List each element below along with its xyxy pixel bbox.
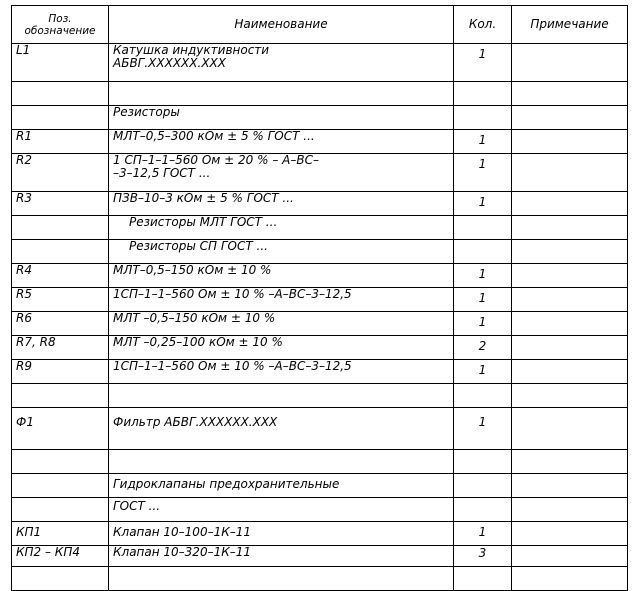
cell-note [512,336,628,360]
cell-qty: 1 [454,288,512,312]
table-row [12,192,628,216]
cell-pos: R3 [12,192,109,216]
cell-note [512,106,628,130]
cell-qty: 1 [454,130,512,154]
cell-qty: 1 [454,44,512,82]
cell-note [512,130,628,154]
cell-qty: 3 [454,546,512,567]
cell-name-line1: 1 СП–1–1–560 Ом ± 20 % – А–ВС– [113,153,319,167]
cell-note [512,450,628,474]
cell-pos: R1 [12,130,109,154]
table-row [12,336,628,360]
cell-pos [12,567,109,591]
cell-qty [454,240,512,264]
cell-name-line2: –3–12,5 ГОСТ ... [113,166,211,180]
cell-qty: 1 [454,408,512,450]
cell-pos: R7, R8 [12,336,109,360]
cell-name [109,44,454,82]
cell-qty [454,474,512,498]
cell-pos [12,82,109,106]
cell-pos [12,450,109,474]
header-row [12,6,628,44]
table-row [12,567,628,591]
cell-note [512,408,628,450]
table-row [12,288,628,312]
cell-qty: 1 [454,360,512,384]
table-row [12,264,628,288]
table-row [12,154,628,192]
cell-pos: R9 [12,360,109,384]
cell-name: МЛТ–0,5–300 кОм ± 5 % ГОСТ ... [109,130,454,154]
cell-note [512,546,628,567]
cell-name-line2: АБВГ.XXXXXX.XXX [113,56,226,70]
cell-pos: R6 [12,312,109,336]
cell-qty [454,450,512,474]
table-row [12,130,628,154]
cell-pos [12,384,109,408]
cell-qty: 1 [454,312,512,336]
cell-name: ПЗВ–10–3 кОм ± 5 % ГОСТ ... [109,192,454,216]
cell-note [512,567,628,591]
cell-pos: КП1 [12,522,109,546]
table-row [12,44,628,82]
table-row [12,450,628,474]
header-name: Наименование [109,6,454,44]
cell-pos [12,240,109,264]
cell-note [512,82,628,106]
cell-pos: L1 [12,44,109,82]
cell-qty: 1 [454,522,512,546]
header-pos: Поз. обозначение [12,6,109,44]
cell-note [512,360,628,384]
table-row [12,106,628,130]
cell-name [109,154,454,192]
cell-note [512,264,628,288]
cell-note [512,498,628,522]
cell-name: Фильтр АБВГ.XXXXXX.XXX [109,408,454,450]
table-row [12,240,628,264]
cell-name: ГОСТ ... [109,498,454,522]
cell-pos: КП2 – КП4 [12,546,109,567]
cell-pos [12,498,109,522]
cell-pos: R5 [12,288,109,312]
cell-note [512,288,628,312]
cell-name: Резисторы МЛТ ГОСТ ... [109,216,454,240]
cell-name [109,82,454,106]
table-row [12,360,628,384]
cell-pos [12,106,109,130]
cell-note [512,240,628,264]
cell-qty: 2 [454,336,512,360]
cell-name-line1: Катушка индуктивности [113,43,270,57]
cell-name [109,567,454,591]
table-row [12,312,628,336]
cell-name: Клапан 10–100–1К–11 [109,522,454,546]
header-note: Примечание [512,6,628,44]
cell-note [512,384,628,408]
cell-name: 1СП–1–1–560 Ом ± 10 % –А–ВС–3–12,5 [109,288,454,312]
cell-name: Резисторы [109,106,454,130]
cell-qty [454,498,512,522]
table-row [12,384,628,408]
cell-name: Резисторы СП ГОСТ ... [109,240,454,264]
cell-name: МЛТ –0,25–100 кОм ± 10 % [109,336,454,360]
table-row [12,522,628,546]
cell-pos: R2 [12,154,109,192]
cell-name: МЛТ–0,5–150 кОм ± 10 % [109,264,454,288]
table-row [12,216,628,240]
cell-name [109,384,454,408]
cell-note [512,522,628,546]
table-row [12,82,628,106]
specification-table [11,5,628,591]
cell-qty: 1 [454,154,512,192]
cell-note [512,474,628,498]
cell-qty [454,82,512,106]
cell-qty [454,216,512,240]
cell-name: Клапан 10–320–1К–11 [109,546,454,567]
cell-pos [12,216,109,240]
cell-qty [454,384,512,408]
cell-note [512,154,628,192]
table-row [12,546,628,567]
cell-qty: 1 [454,264,512,288]
cell-pos: R4 [12,264,109,288]
cell-note [512,216,628,240]
cell-note [512,312,628,336]
cell-note [512,44,628,82]
header-qty: Кол. [454,6,512,44]
cell-name [109,450,454,474]
table-row [12,408,628,450]
table-row [12,474,628,498]
table-row [12,498,628,522]
cell-qty [454,106,512,130]
cell-name: МЛТ –0,5–150 кОм ± 10 % [109,312,454,336]
cell-name: 1СП–1–1–560 Ом ± 10 % –А–ВС–3–12,5 [109,360,454,384]
cell-pos: Ф1 [12,408,109,450]
cell-name: Гидроклапаны предохранительные [109,474,454,498]
cell-pos [12,474,109,498]
cell-qty: 1 [454,192,512,216]
cell-note [512,192,628,216]
cell-qty [454,567,512,591]
